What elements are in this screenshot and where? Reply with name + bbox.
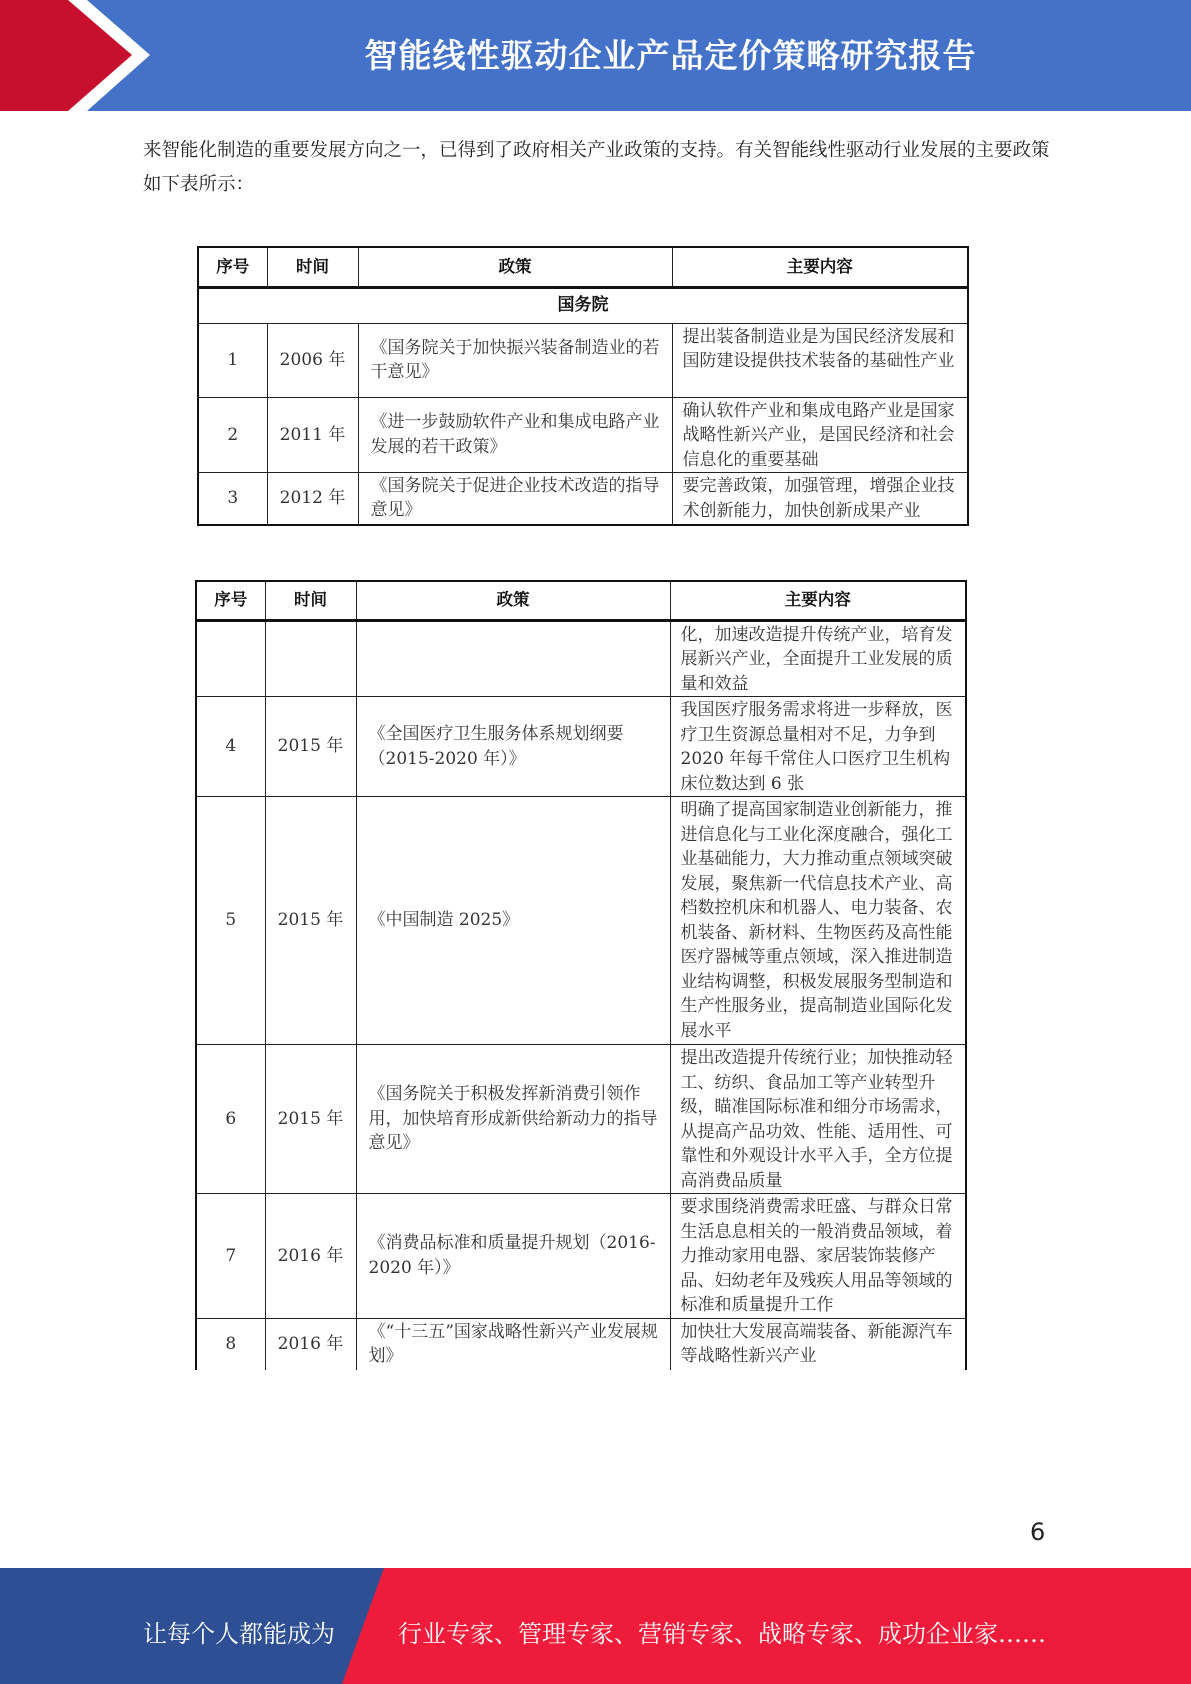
cell-policy: 《进一步鼓励软件产业和集成电路产业发展的若干政策》 (358, 397, 672, 473)
cell-content: 加快壮大发展高端装备、新能源汽车等战略性新兴产业 (670, 1318, 966, 1370)
cell-policy: 《中国制造 2025》 (356, 797, 670, 1045)
cell-year: 2015 年 (265, 797, 356, 1045)
header-no: 序号 (196, 581, 265, 620)
cell-year: 2011 年 (267, 397, 358, 473)
header-year: 时间 (265, 581, 356, 620)
cell-year (265, 620, 356, 697)
cell-no: 8 (196, 1318, 265, 1370)
cell-year: 2015 年 (265, 1045, 356, 1194)
table-row (196, 1194, 966, 1319)
page-header (0, 0, 1191, 111)
cell-content: 我国医疗服务需求将进一步释放，医疗卫生资源总量相对不足，力争到 2020 年每千常住人口医疗卫生机构床位数达到 6 张 (670, 697, 966, 797)
cell-content: 提出改造提升传统行业；加快推动轻工、纺织、食品加工等产业转型升级，瞄准国际标准和细分市场需求，从提高产品功效、性能、适用性、可靠性和外观设计水平入手，全方位提高消费品质量 (670, 1045, 966, 1194)
cell-policy: 《消费品标准和质量提升规划（2016-2020 年）》 (356, 1194, 670, 1319)
cell-policy: 《国务院关于促进企业技术改造的指导意见》 (358, 473, 672, 525)
cell-policy: 《全国医疗卫生服务体系规划纲要（2015-2020 年）》 (356, 697, 670, 797)
cell-policy: 《“十三五”国家战略性新兴产业发展规划》 (356, 1318, 670, 1370)
footer-slogan-right: 行业专家、管理专家、营销专家、战略专家、成功企业家…… (398, 1620, 1046, 1648)
cell-content: 明确了提高国家制造业创新能力，推进信息化与工业化深度融合，强化工业基础能力，大力推动重点领域突破发展，聚焦新一代信息技术产业、高档数控机床和机器人、电力装备、农机装备、新材料、生物医药及高性能医疗器械等重点领域，深入推进制造业结构调整，积极发展服务型制造和生产性服务业，提高制造业国际化发展水平 (670, 797, 966, 1045)
cell-no: 6 (196, 1045, 265, 1194)
footer-slogan-left: 让每个人都能成为 (143, 1620, 335, 1648)
policy-table-2 (195, 580, 967, 1370)
cell-no: 1 (198, 323, 267, 397)
cell-no: 3 (198, 473, 267, 525)
table-row (196, 620, 966, 697)
header-policy: 政策 (356, 581, 670, 620)
intro-paragraph: 来智能化制造的重要发展方向之一，已得到了政府相关产业政策的支持。有关智能线性驱动行业发展的主要政策如下表所示： (143, 140, 1050, 195)
cell-year: 2015 年 (265, 697, 356, 797)
cell-content: 确认软件产业和集成电路产业是国家战略性新兴产业，是国民经济和社会信息化的重要基础 (672, 397, 968, 473)
table-row (196, 797, 966, 1045)
table-row (196, 1318, 966, 1370)
cell-policy: 《国务院关于加快振兴装备制造业的若干意见》 (358, 323, 672, 397)
cell-content: 提出装备制造业是为国民经济发展和国防建设提供技术装备的基础性产业 (672, 323, 968, 397)
cell-no: 5 (196, 797, 265, 1045)
cell-no: 4 (196, 697, 265, 797)
table-header-row (198, 247, 968, 287)
table-row (196, 697, 966, 797)
cell-no (196, 620, 265, 697)
page-number: 6 (1030, 1518, 1046, 1546)
section-label: 国务院 (198, 287, 968, 323)
header-content: 主要内容 (670, 581, 966, 620)
policy-table-1 (197, 246, 969, 526)
table-row (196, 1045, 966, 1194)
header-year: 时间 (267, 247, 358, 287)
table-row (198, 323, 968, 397)
header-no: 序号 (198, 247, 267, 287)
report-title: 智能线性驱动企业产品定价策略研究报告 (364, 35, 977, 75)
cell-year: 2016 年 (265, 1318, 356, 1370)
cell-content: 要求围绕消费需求旺盛、与群众日常生活息息相关的一般消费品领域，着力推动家用电器、家居装饰装修产品、妇幼老年及残疾人用品等领域的标准和质量提升工作 (670, 1194, 966, 1319)
cell-content: 化，加速改造提升传统产业，培育发展新兴产业，全面提升工业发展的质量和效益 (670, 620, 966, 697)
header-content: 主要内容 (672, 247, 968, 287)
cell-policy (356, 620, 670, 697)
header-arrow-decoration (0, 0, 160, 111)
cell-content: 要完善政策，加强管理，增强企业技术创新能力，加快创新成果产业 (672, 473, 968, 525)
cell-year: 2012 年 (267, 473, 358, 525)
table-row (198, 397, 968, 473)
cell-year: 2016 年 (265, 1194, 356, 1319)
section-row (198, 287, 968, 323)
cell-year: 2006 年 (267, 323, 358, 397)
header-policy: 政策 (358, 247, 672, 287)
cell-no: 2 (198, 397, 267, 473)
cell-no: 7 (196, 1194, 265, 1319)
table-header-row (196, 581, 966, 620)
cell-policy: 《国务院关于积极发挥新消费引领作用，加快培育形成新供给新动力的指导意见》 (356, 1045, 670, 1194)
table-row (198, 473, 968, 525)
